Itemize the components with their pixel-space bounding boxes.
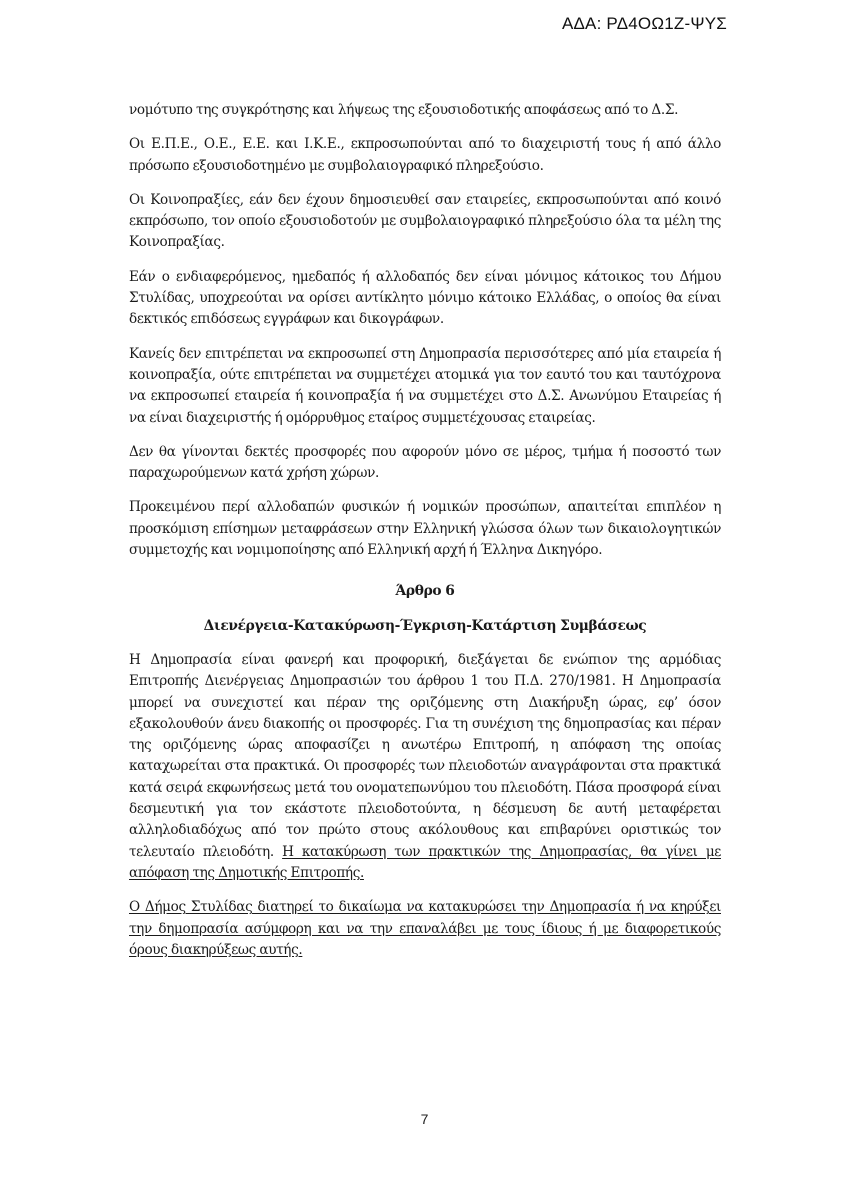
paragraph-epe-representation: Οι Ε.Π.Ε., Ο.Ε., Ε.Ε. και Ι.Κ.Ε., εκπροσωπούνται από το διαχειριστή τους ή από άλλο πρόσωπο εξουσιοδοτημένο με συμβολαιογραφικό πληρεξούσιο. [129,136,721,174]
page-number: 7 [420,1111,429,1127]
article-subtitle: Διενέργεια-Κατακύρωση-Έγκριση-Κατάρτιση Συμβάσεως [203,617,647,634]
paragraph-foreign-entities: Προκειμένου περί αλλοδαπών φυσικών ή νομικών προσώπων, απαιτείται επιπλέον η προσκόμιση επίσημων μεταφράσεων στην Ελληνική γλώσσα όλων των δικαιολογητικών συμμετοχής και νομιμοποίησης από Ελληνική αρχή ή Έλληνα Δικηγόρο. [129,499,721,559]
paragraph-municipality-rights [129,897,721,961]
article-title: Άρθρο 6 [395,583,455,600]
paragraph-non-resident: Εάν ο ενδιαφερόμενος, ημεδαπός ή αλλοδαπός δεν είναι μόνιμος κάτοικος του Δήμου Στυλίδας, υποχρεούται να ορίσει αντίκλητο μόνιμο κάτοικο Ελλάδας, ο οποίος θα είναι δεκτικός επιδόσεως εγγράφων και δικογράφων. [129,268,721,328]
paragraph-joint-ventures: Οι Κοινοπραξίες, εάν δεν έχουν δημοσιευθεί σαν εταιρείες, εκπροσωπούνται από κοινό εκπρόσωπο, τον οποίο εξουσιοδοτούν με συμβολαιογραφικό πληρεξούσιο όλα τα μέλη της Κοινοπραξίας. [129,191,721,251]
document-body [129,100,721,974]
paragraph-single-representation: Κανείς δεν επιτρέπεται να εκπροσωπεί στη Δημοπρασία περισσότερες από μία εταιρεία ή κοινοπραξία, ούτε επιτρέπεται να συμμετέχει ατομικά για τον εαυτό του και ταυτόχρονα να εκπροσωπεί εταιρεία ή κοινοπραξία ή να συμμετέχει στο Δ.Σ. Ανωνύμου Εταιρείας ή να είναι διαχειριστής ή ομόρρυθμος εταίρος συμμετέχουσας εταιρείας. [129,345,721,426]
ada-code: ΑΔΑ: ΡΔ4ΟΩ1Ζ-ΨΥΣ [561,14,727,33]
award-decision-text: Η κατακύρωση των πρακτικών της Δημοπρασίας, θα γίνει με απόφαση της Δημοτικής Επιτροπής. [129,843,721,881]
paragraph-auction-procedure [129,650,721,884]
auction-procedure-text: Η Δημοπρασία είναι φανερή και προφορική, διεξάγεται δε ενώπιον της αρμόδιας Επιτροπής Διενέργειας Δημοπρασιών του άρθρου 1 του Π.Δ. 270/1981. Η Δημοπρασία μπορεί να συνεχιστεί και πέραν της οριζόμενης στη Διακήρυξη ώρας, εφ’ όσον εξακολουθούν άνευ διακοπής οι προσφορές. Για τη συνέχιση της δημοπρασίας και πέραν της οριζόμενης ώρας αποφασίζει η ανωτέρω Επιτροπή, η απόφαση της οποίας καταχωρείται στα πρακτικά. Οι προσφορές των πλειοδοτών αναγράφονται στα πρακτικά κατά σειρά εκφωνήσεως μετά του ονοματεπωνύμου του πλειοδότη. Πάσα προσφορά είναι δεσμευτική για τον εκάστοτε πλειοδοτούντα, η δέσμευση δε αυτή μεταφέρεται αλληλοδιαδόχως από τον πρώτο στους ακόλουθους και επιβαρύνει οριστικώς τον τελευταίο πλειοδότη. [129,651,721,860]
paragraph-partial-offers: Δεν θα γίνονται δεκτές προσφορές που αφορούν μόνο σε μέρος, τμήμα ή ποσοστό των παραχωρούμενων κατά χρήση χώρων. [129,443,721,482]
municipality-rights-text: Ο Δήμος Στυλίδας διατηρεί το δικαίωμα να κατακυρώσει την Δημοπρασία ή να κηρύξει την δημοπρασία ασύμφορη και να την επαναλάβει με τους ίδιους ή με διαφορετικούς όρους διακηρύξεως αυτής. [129,899,721,958]
paragraph-authorization: νομότυπο της συγκρότησης και λήψεως της εξουσιοδοτικής αποφάσεως από το Δ.Σ. [129,102,679,118]
